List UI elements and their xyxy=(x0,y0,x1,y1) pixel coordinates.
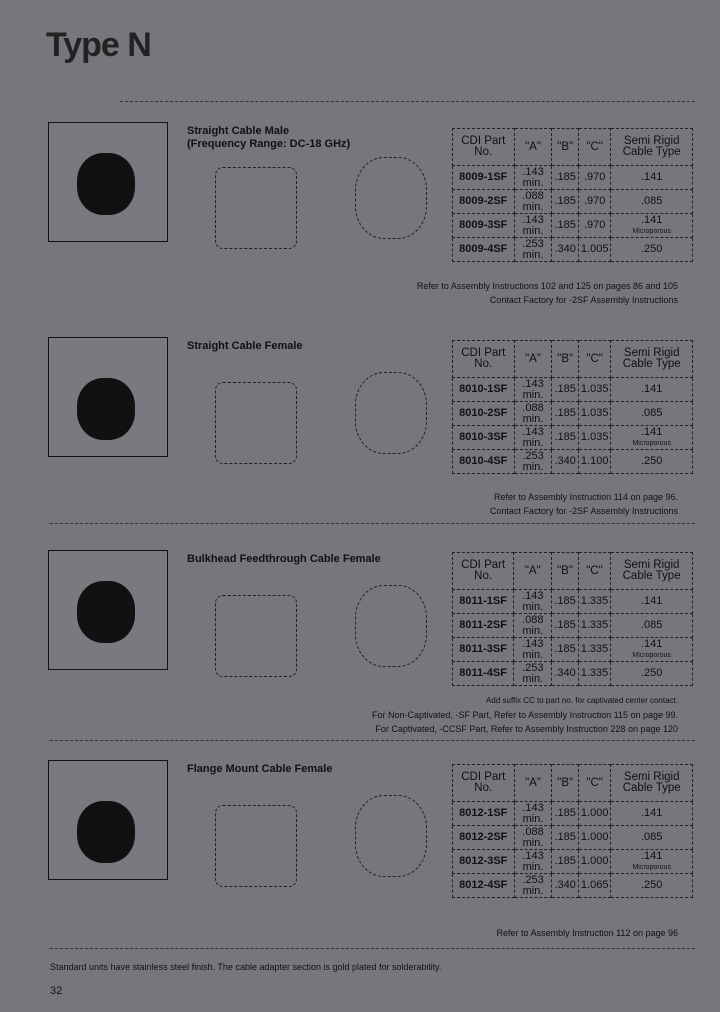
dim-b: .185 xyxy=(552,378,578,402)
dim-c: 1.335 xyxy=(578,662,611,686)
cable-type xyxy=(611,450,693,474)
header-part: CDI Part No. xyxy=(453,553,514,590)
dim-c: 1.035 xyxy=(578,426,611,450)
dim-a: .088 min. xyxy=(514,826,552,850)
dim-a: .088 min. xyxy=(514,402,552,426)
cable-type xyxy=(611,614,693,638)
cable-note: Microporous xyxy=(632,651,671,659)
connector-drawing-side xyxy=(215,805,297,887)
cable-size: .250 xyxy=(640,667,663,679)
dim-c: 1.000 xyxy=(578,850,611,874)
part-number: 8009-3SF xyxy=(453,214,515,238)
part-table xyxy=(452,764,693,898)
header-cable: Semi Rigid Cable Type xyxy=(611,765,693,802)
table-row xyxy=(453,638,693,662)
dim-b: .185 xyxy=(552,190,578,214)
dim-a: .088 min. xyxy=(514,190,552,214)
header-b: "B" xyxy=(552,341,578,378)
cable-type xyxy=(611,402,693,426)
cable-type xyxy=(611,214,693,238)
table-row xyxy=(453,214,693,238)
assembly-note: Refer to Assembly Instruction 112 on page 96 xyxy=(496,928,678,938)
connector-photo xyxy=(48,122,168,242)
divider xyxy=(50,523,695,524)
dim-c: 1.335 xyxy=(578,638,611,662)
part-number: 8012-4SF xyxy=(453,874,515,898)
dim-b: .185 xyxy=(552,166,578,190)
dim-b: .185 xyxy=(552,402,578,426)
dim-a: .143 min. xyxy=(514,426,552,450)
dim-a: .143 min. xyxy=(514,850,552,874)
table-row xyxy=(453,426,693,450)
section-title xyxy=(187,340,303,353)
cable-size: .141 xyxy=(641,383,663,395)
cable-size: .085 xyxy=(641,195,663,207)
header-part: CDI Part No. xyxy=(453,129,515,166)
dim-a: .143 min. xyxy=(514,638,552,662)
connector-drawing-side xyxy=(215,382,297,464)
cable-size: .085 xyxy=(640,619,663,631)
connector-drawing-side xyxy=(215,167,297,249)
part-number: 8009-2SF xyxy=(453,190,515,214)
dim-b: .185 xyxy=(552,426,578,450)
dim-b: .340 xyxy=(552,662,578,686)
header-cable: Semi Rigid Cable Type xyxy=(611,129,693,166)
table-row xyxy=(453,190,693,214)
cable-size: .085 xyxy=(641,407,663,419)
header-part: CDI Part No. xyxy=(453,765,515,802)
dim-a: .143 min. xyxy=(514,802,552,826)
part-number: 8009-1SF xyxy=(453,166,515,190)
cable-type xyxy=(611,190,693,214)
header-cable: Semi Rigid Cable Type xyxy=(611,341,693,378)
cable-size: .250 xyxy=(641,879,663,891)
dim-c: 1.065 xyxy=(578,874,611,898)
part-number: 8011-4SF xyxy=(453,662,514,686)
table-row xyxy=(453,874,693,898)
cable-type xyxy=(611,238,693,262)
dim-a: .143 min. xyxy=(514,166,552,190)
connector-photo xyxy=(48,760,168,880)
header-a: "A" xyxy=(514,129,552,166)
connector-photo xyxy=(48,337,168,457)
cable-type xyxy=(611,662,693,686)
dim-c: .970 xyxy=(578,166,611,190)
divider xyxy=(50,948,695,949)
header-b: "B" xyxy=(552,553,578,590)
section-title xyxy=(187,553,381,566)
header-part: CDI Part No. xyxy=(453,341,515,378)
dim-a: .253 min. xyxy=(514,450,552,474)
assembly-note: For Captivated, -CCSF Part, Refer to Assembly Instruction 228 on page 120 xyxy=(375,724,678,734)
table-row xyxy=(453,826,693,850)
cable-type xyxy=(611,378,693,402)
table-row xyxy=(453,238,693,262)
connector-drawing-front xyxy=(355,795,427,877)
cable-type xyxy=(611,426,693,450)
header-a: "A" xyxy=(514,553,552,590)
cable-type xyxy=(611,638,693,662)
cable-note: Microporous xyxy=(632,439,671,447)
dim-b: .340 xyxy=(552,238,578,262)
part-number: 8012-2SF xyxy=(453,826,515,850)
dim-a: .143 min. xyxy=(514,378,552,402)
section-title-text: Straight Cable Female xyxy=(187,340,303,352)
part-number: 8012-3SF xyxy=(453,850,515,874)
dim-c: 1.000 xyxy=(578,802,611,826)
cable-size: .250 xyxy=(641,243,663,255)
part-number: 8010-1SF xyxy=(453,378,515,402)
dim-c: 1.035 xyxy=(578,402,611,426)
table-row xyxy=(453,802,693,826)
part-table xyxy=(452,552,693,686)
section-title-text: Flange Mount Cable Female xyxy=(187,763,333,775)
assembly-note: Refer to Assembly Instruction 114 on page 96. xyxy=(494,492,678,502)
cable-size: .141 xyxy=(641,425,663,438)
header-c: "C" xyxy=(578,765,611,802)
cable-size: .141 xyxy=(641,807,663,819)
part-number: 8010-2SF xyxy=(453,402,515,426)
page-title: Type N xyxy=(46,26,151,64)
part-number: 8011-1SF xyxy=(453,590,514,614)
assembly-note: Contact Factory for -2SF Assembly Instructions xyxy=(489,506,678,516)
assembly-note: Add suffix CC to part no. for captivated center contact. xyxy=(486,696,678,705)
dim-b: .185 xyxy=(552,802,578,826)
section-title-text: Bulkhead Feedthrough Cable Female xyxy=(187,553,381,565)
cable-size: .141 xyxy=(641,171,663,183)
dim-c: 1.335 xyxy=(578,590,611,614)
connector-drawing-front xyxy=(355,372,427,454)
connector-drawing-side xyxy=(215,595,297,677)
header-cable: Semi Rigid Cable Type xyxy=(611,553,693,590)
header-a: "A" xyxy=(514,765,552,802)
cable-type xyxy=(611,874,693,898)
dim-b: .340 xyxy=(552,450,578,474)
dim-b: .185 xyxy=(552,826,578,850)
part-number: 8011-2SF xyxy=(453,614,514,638)
dim-a: .253 min. xyxy=(514,662,552,686)
section-subtitle: (Frequency Range: DC-18 GHz) xyxy=(187,138,351,150)
dim-a: .143 min. xyxy=(514,590,552,614)
assembly-note: Contact Factory for -2SF Assembly Instructions xyxy=(489,295,678,305)
dim-b: .340 xyxy=(552,874,578,898)
dim-a: .088 min. xyxy=(514,614,552,638)
header-c: "C" xyxy=(578,129,611,166)
table-row xyxy=(453,402,693,426)
section-title xyxy=(187,763,332,776)
part-number: 8011-3SF xyxy=(453,638,514,662)
cable-size: .141 xyxy=(641,849,663,862)
footer-note: Standard units have stainless steel finish. The cable adapter section is gold plated for solderability. xyxy=(50,962,442,972)
cable-size: .085 xyxy=(641,831,663,843)
part-number: 8010-4SF xyxy=(453,450,515,474)
dim-c: 1.035 xyxy=(578,378,611,402)
connector-photo xyxy=(48,550,168,670)
header-c: "C" xyxy=(578,341,611,378)
part-table xyxy=(452,128,693,262)
part-table xyxy=(452,340,693,474)
cable-size: .141 xyxy=(641,213,663,226)
table-row xyxy=(453,590,693,614)
dim-c: 1.100 xyxy=(578,450,611,474)
connector-drawing-front xyxy=(355,585,427,667)
divider xyxy=(120,101,695,102)
page-number: 32 xyxy=(50,985,63,997)
dim-c: 1.000 xyxy=(578,826,611,850)
dim-b: .185 xyxy=(552,638,578,662)
assembly-note: For Non-Captivated, -SF Part, Refer to Assembly Instruction 115 on page 99. xyxy=(372,710,678,720)
cable-type xyxy=(611,802,693,826)
header-b: "B" xyxy=(552,129,578,166)
dim-b: .185 xyxy=(552,614,578,638)
dim-c: .970 xyxy=(578,190,611,214)
dim-c: 1.335 xyxy=(578,614,611,638)
cable-size: .141 xyxy=(640,637,663,650)
part-number: 8010-3SF xyxy=(453,426,515,450)
cable-type xyxy=(611,826,693,850)
table-row xyxy=(453,662,693,686)
cable-type xyxy=(611,166,693,190)
section-title xyxy=(187,125,350,151)
cable-size: .250 xyxy=(641,455,663,467)
dim-a: .253 min. xyxy=(514,238,552,262)
dim-b: .185 xyxy=(552,590,578,614)
table-row xyxy=(453,378,693,402)
dim-c: .970 xyxy=(578,214,611,238)
dim-b: .185 xyxy=(552,850,578,874)
connector-drawing-front xyxy=(355,157,427,239)
table-row xyxy=(453,614,693,638)
table-row xyxy=(453,850,693,874)
section-title-text: Straight Cable Male xyxy=(187,125,290,137)
cable-size: .141 xyxy=(640,595,663,607)
dim-a: .143 min. xyxy=(514,214,552,238)
cable-note: Microporous xyxy=(632,863,671,871)
part-number: 8012-1SF xyxy=(453,802,515,826)
dim-b: .185 xyxy=(552,214,578,238)
header-a: "A" xyxy=(514,341,552,378)
table-row xyxy=(453,166,693,190)
assembly-note: Refer to Assembly Instructions 102 and 125 on pages 86 and 105 xyxy=(416,281,678,291)
cable-type xyxy=(611,590,693,614)
header-c: "C" xyxy=(578,553,611,590)
dim-c: 1.005 xyxy=(578,238,611,262)
cable-note: Microporous xyxy=(632,227,671,235)
header-b: "B" xyxy=(552,765,578,802)
divider xyxy=(50,740,695,741)
cable-type xyxy=(611,850,693,874)
part-number: 8009-4SF xyxy=(453,238,515,262)
table-row xyxy=(453,450,693,474)
dim-a: .253 min. xyxy=(514,874,552,898)
